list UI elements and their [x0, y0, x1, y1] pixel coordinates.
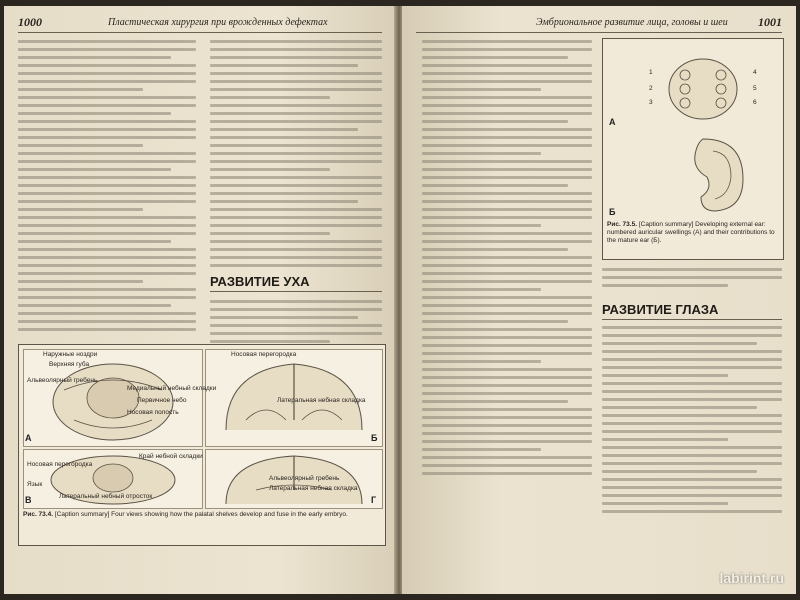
- panel-letter-b: Б: [371, 433, 378, 443]
- panel-letter-c: В: [25, 495, 32, 505]
- ear-number-1: 1: [649, 69, 653, 76]
- panel-letter-a: А: [25, 433, 32, 443]
- figure-73-5-caption: [607, 221, 779, 245]
- figure-73-5: [602, 38, 784, 260]
- ear-number-3: 3: [649, 99, 653, 106]
- label-lateral-palatal-process: Латеральный небный отросток: [59, 493, 153, 500]
- label-primary-palate: Первичное небо: [137, 397, 187, 404]
- label-nasal-septum-2: Носовая перегородка: [27, 461, 93, 468]
- ear-panel-b-drawing: [695, 139, 743, 211]
- figure-73-4-caption-label: Рис. 73.4.: [23, 511, 54, 518]
- figure-73-4: [18, 344, 386, 546]
- book-spread: [4, 6, 796, 596]
- right-page-number: 1001: [758, 15, 782, 29]
- label-alveolar-ridge: Альвеолярный гребень: [27, 377, 98, 384]
- panel-letter-d: Г: [371, 495, 377, 505]
- ear-number-2: 2: [649, 85, 653, 92]
- label-lateral-palatal-fold-2: Латеральная небная складка: [269, 485, 358, 492]
- label-nasal-septum: Носовая перегородка: [231, 351, 297, 358]
- figure-73-5-caption-label: Рис. 73.5.: [607, 221, 638, 228]
- left-page-number: 1000: [18, 15, 42, 29]
- ear-development-heading: РАЗВИТИЕ УХА: [210, 274, 382, 292]
- label-alveolar-ridge-2: Альвеолярный гребень: [269, 475, 340, 482]
- ear-development-illustration: [603, 39, 783, 219]
- left-text-column-1: [18, 40, 196, 331]
- ear-panel-letter-a: А: [609, 117, 616, 127]
- left-text-column-2-upper: [210, 40, 382, 267]
- right-running-head: [416, 14, 782, 33]
- figure-73-5-caption-text: [Caption summary] Developing external ear: numbered auricular swellings (A) and their contributions to the mature ear (Б).: [607, 221, 775, 244]
- right-page: [402, 6, 796, 594]
- right-running-title: Эмбриональное развитие лица, головы и шеи: [536, 17, 728, 28]
- right-text-column-2-upper: [602, 268, 782, 287]
- label-medial-palatal-fold: Медиальный небный складки: [127, 385, 217, 392]
- left-running-head: [18, 14, 382, 33]
- left-section-heading: [210, 274, 382, 292]
- watermark-text: labirint.ru: [719, 570, 784, 586]
- figure-73-4-caption: [23, 511, 379, 519]
- label-nasal-openings: Наружные ноздри: [43, 351, 98, 358]
- ear-panel-letter-b: Б: [609, 207, 616, 217]
- figure-73-4-caption-text: [Caption summary] Four views showing how the palatal shelves develop and fuse in the early embryo.: [54, 511, 348, 518]
- left-text-column-2-lower: [210, 300, 382, 343]
- right-section-heading: [602, 302, 782, 320]
- label-lateral-palatal-fold: Латеральная небная складка: [277, 397, 366, 404]
- right-text-column-1: [422, 40, 592, 475]
- label-nasal-cavity: Носовая полость: [127, 409, 179, 416]
- watermark: [719, 570, 784, 586]
- label-upper-lip: Верхняя губа: [49, 361, 90, 368]
- ear-number-6: 6: [753, 99, 757, 106]
- eye-development-heading: РАЗВИТИЕ ГЛАЗА: [602, 302, 782, 320]
- ear-panel-a-drawing: [669, 59, 737, 119]
- label-palate-edge: Край небной складки: [139, 453, 203, 460]
- left-page: [4, 6, 396, 594]
- ear-number-5: 5: [753, 85, 757, 92]
- label-tongue: Язык: [27, 481, 43, 488]
- ear-number-4: 4: [753, 69, 757, 76]
- left-running-title: Пластическая хирургия при врожденных дефектах: [108, 17, 328, 28]
- right-text-column-2-lower: [602, 326, 782, 513]
